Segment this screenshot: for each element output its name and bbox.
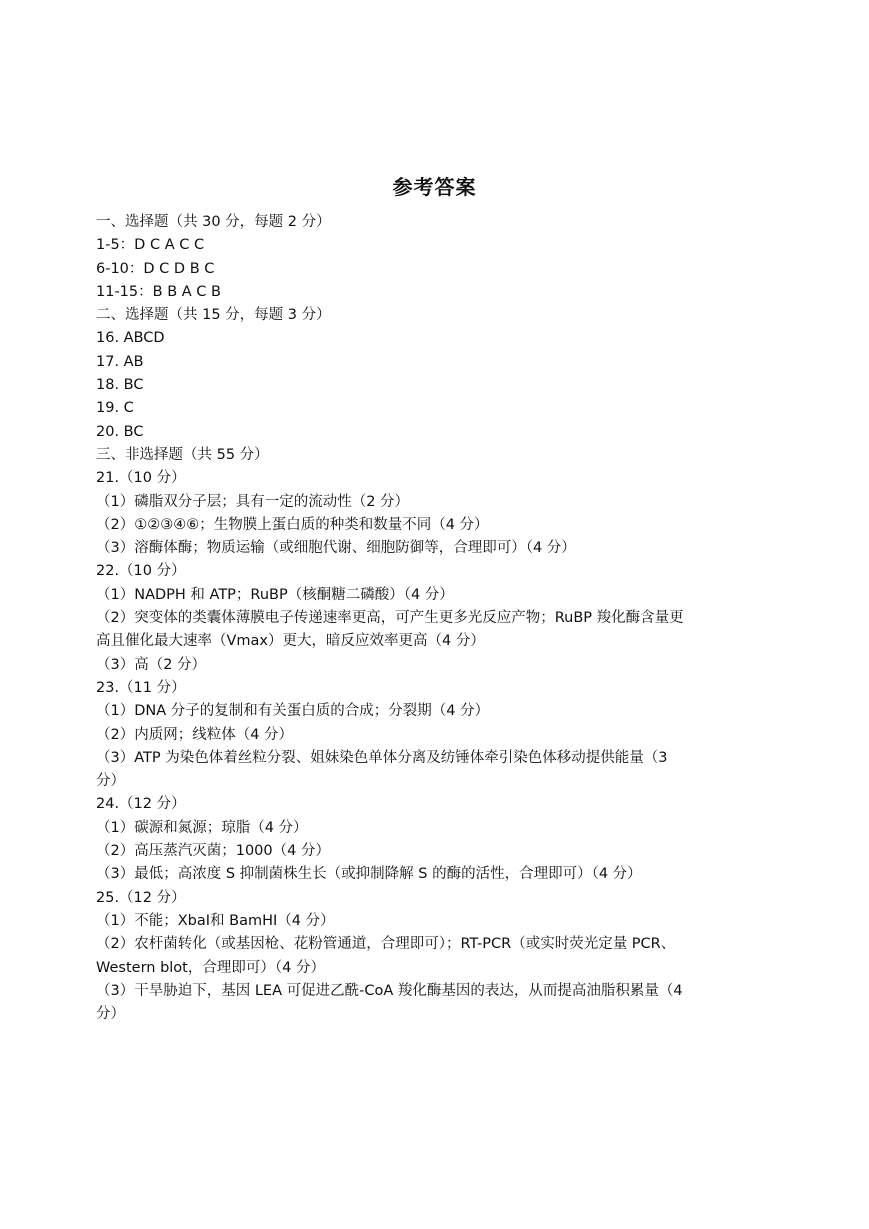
answer-line: （3）最低；高浓度 S 抑制菌株生长（或抑制降解 S 的酶的活性，合理即可）（4 分） [96, 866, 642, 883]
question-heading: 24.（12 分） [96, 796, 186, 813]
question-heading: 23.（11 分） [96, 679, 186, 696]
answer-line: （1）碳源和氮源；琼脂（4 分） [96, 819, 308, 836]
answer-line: 1-5：D C A C C [96, 237, 205, 254]
answer-line: （1）DNA 分子的复制和有关蛋白质的合成；分裂期（4 分） [96, 703, 490, 720]
answer-line: （3）干旱胁迫下，基因 LEA 可促进乙酰-CoA 羧化酶基因的表达，从而提高油脂积累量（4 [96, 982, 683, 999]
answer-line: （1）不能；XbaⅠ和 BamHⅠ（4 分） [96, 912, 335, 929]
answer-line: Western blot，合理即可）（4 分） [96, 959, 325, 976]
question-heading: 22.（10 分） [96, 563, 186, 580]
answer-line: （1）磷脂双分子层；具有一定的流动性（2 分） [96, 493, 410, 510]
answer-line: （2）高压蒸汽灭菌；1000（4 分） [96, 843, 330, 860]
answer-line: 19. C [96, 400, 134, 417]
question-heading: 25.（12 分） [96, 889, 186, 906]
answer-line: 17. AB [96, 353, 144, 370]
answer-line: （3）溶酶体酶；物质运输（或细胞代谢、细胞防御等，合理即可）（4 分） [96, 540, 576, 557]
question-heading: 21.（10 分） [96, 470, 186, 487]
answer-line: （1）NADPH 和 ATP；RuBP（核酮糖二磷酸）（4 分） [96, 586, 454, 603]
answer-line: （2）突变体的类囊体薄膜电子传递速率更高，可产生更多光反应产物；RuBP 羧化酶含量更 [96, 610, 684, 627]
page-title: 参考答案 [392, 175, 477, 199]
answer-line: 6-10：D C D B C [96, 260, 215, 277]
answer-line: 18. BC [96, 377, 144, 394]
answer-line: 20. BC [96, 423, 144, 440]
answer-line: 分） [96, 773, 125, 790]
answer-line: 16. ABCD [96, 330, 165, 347]
answer-line: （3）高（2 分） [96, 656, 207, 673]
section-heading-3: 三、非选择题（共 55 分） [96, 446, 269, 463]
answer-line: （2）内质网；线粒体（4 分） [96, 726, 294, 743]
answer-line: （2）农杆菌转化（或基因枪、花粉管通道，合理即可）；RT-PCR（或实时荧光定量 PCR、 [96, 936, 676, 953]
answer-line: 分） [96, 1006, 125, 1023]
answer-line: 11-15：B B A C B [96, 283, 221, 300]
section-heading-1: 一、选择题（共 30 分，每题 2 分） [96, 214, 331, 230]
answer-line: （3）ATP 为染色体着丝粒分裂、姐妹染色单体分离及纺锤体牵引染色体移动提供能量（3 [96, 749, 668, 766]
answer-line: 高且催化最大速率（Vmax）更大，暗反应效率更高（4 分） [96, 633, 485, 650]
answer-line: （2）①②③④⑥；生物膜上蛋白质的种类和数量不同（4 分） [96, 516, 489, 533]
answer-content [96, 211, 736, 1026]
section-heading-2: 二、选择题（共 15 分，每题 3 分） [96, 307, 331, 324]
